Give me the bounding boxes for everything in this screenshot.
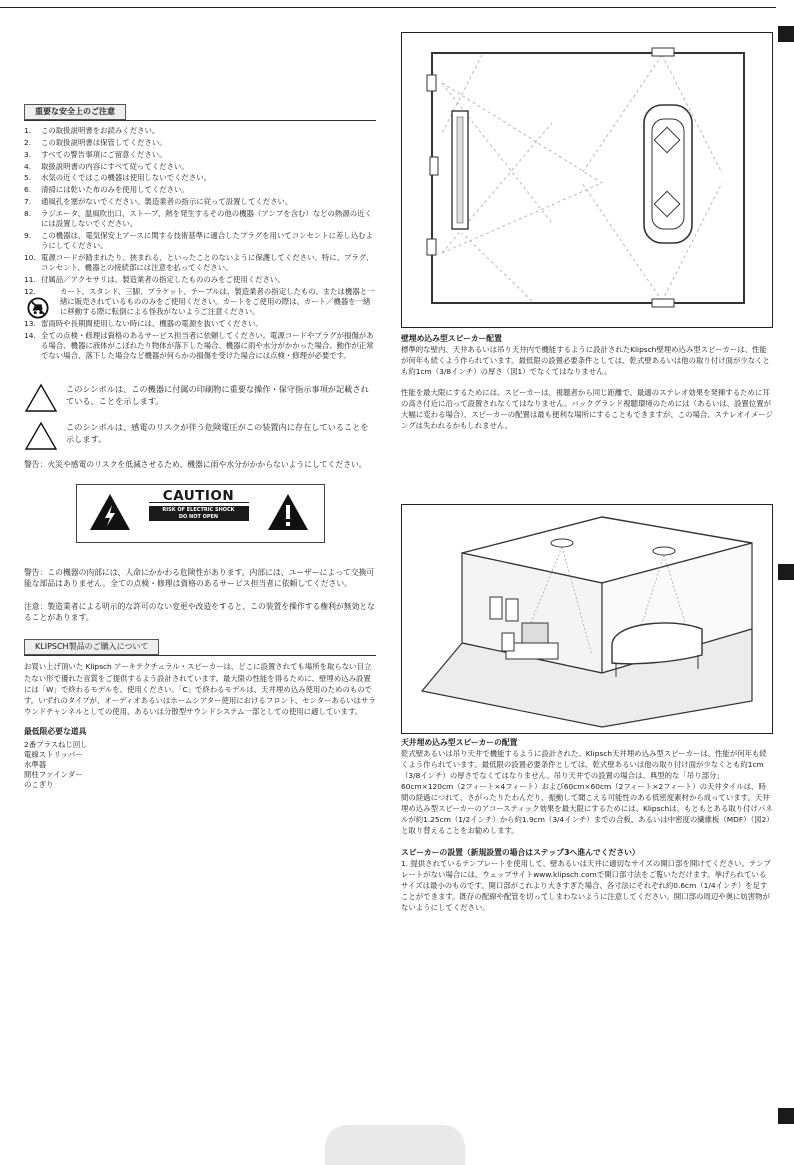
in-ceiling-text: 乾式壁あるいは吊り天井で機能するように設計された、Klipsch天井埋め込み型スピーカーは、性能が何年も続くよう作られています。最低限の設置必要条件としては、乾式壁あるいは他の取り付け面が少なくとも約1cm（3/8インチ）の厚さでなくてはなりません。吊り天井での設置の場合は、典型的な「吊り部分」60cm×120cm（2フィート×4フィート）および60cm×60cm（2フィート×2フィート）の天井タイルは、時間の経過につれて、さがったりたわんだり、振動して聞こえる可能性のある低密度素材から成っています。天井埋め込み型スピーカーのアコースティック効果を最大限にするためには、Klipschは、もともとある取り付けパネルが約1.25cm（1/2インチ）から約1.9cm（3/4インチ）までの合板、あるいは中密度の繊維板（MDF）（図2）と取り替えることをお勧めします。 bbox=[401, 749, 773, 836]
page-number-tab bbox=[325, 1125, 465, 1165]
left-column bbox=[24, 104, 376, 791]
exclamation-triangle-icon bbox=[267, 493, 309, 531]
room-illustration bbox=[402, 505, 772, 733]
warning-triangle-icon bbox=[24, 421, 58, 451]
list-item: 9. この機器は、電気保安上アースに関する技術基準に適合したプラグを用いてコンセントに差し込むようにしてください。 bbox=[24, 230, 373, 250]
list-item: 水準器 bbox=[24, 760, 47, 770]
list-item: 5. 水気の近くではこの機器は使用しないでください。 bbox=[24, 173, 211, 183]
purchase-section bbox=[24, 639, 376, 790]
edge-marker bbox=[778, 564, 794, 580]
list-item: 8. ラジエータ、温風吹出口、ストーブ、熱を発生するその他の機器（アンプを含む）などの熱源の近くには設置しないでください。 bbox=[24, 208, 372, 228]
in-wall-text2: 性能を最大限にするためには、スピーカーは、視聴者から同じ距離で、最適のステレオ効果を発揮するために耳の高さ付近に沿って設置されなくてはなりません。バックグランド視聴環境のためには（あるいは、設置位置が大幅に変わる場合）、スピーカーの配置は最も便利な場所にすることもできますが、この場合、ステレオイメージングは失われるかもしれません。 bbox=[401, 388, 773, 431]
in-wall-text1: 標準的な壁内、天井あるいは吊り天井内で機能するように設計されたKlipsch壁埋め込み型スピーカーは、性能が何年も続くよう作られています。最低限の設置必要条件としては、乾式壁あるいは他の取り付け面が少なくとも約1cm（3/8インチ）の厚さ（図1）でなくてはなりません。 bbox=[401, 345, 770, 377]
fire-warning: 警告：火災や感電のリスクを低減させるため、機器に雨や水分がかからないようにしてください。 bbox=[24, 460, 367, 470]
list-item: 11. 付属品／アクセサリは、製造業者の指定したもののみをご使用ください。 bbox=[24, 274, 285, 284]
safety-section bbox=[24, 104, 376, 361]
list-item: 14. 全ての点検・修理は資格のあるサービス担当者に依頼してください。電源コードやプラグが損傷がある場合、機器に液体がこぼれたり物体が落下した場合、機器に雨や水分がかかった場合、動作が正常でない場合、落下した場合など機器が何らかの損傷を受けた場合には点検・修理が必要です。 bbox=[24, 330, 374, 360]
list-item: 2番プラスねじ回し bbox=[24, 739, 88, 749]
purchase-text: お買い上げ頂いた Klipsch アーキテクチュラル・スピーカーは、どこに設置されても場所を取らない目立たない形で優れた音質をご提供するよう設計されています。最大限の性能を得るために、壁埋め込み設置には「W」で終わるモデルを、使用ください。「C」で終わるモデルは、天井埋め込み使用のためのものです。いずれのタイプが、オーディオあるいはホームシアター使用におけるフロント、センターあるいはサラウンドチャンネルとしての使用、あるいは分散型サウンドシステム一部としての使用に適しています。 bbox=[24, 662, 376, 717]
voltage-warning: 警告：この機器の内部には、人命にかかわる危険性があります。内部には、ユーザーによって交換可能な部品はありません。全ての点検・修理は資格のあるサービス担当者に依頼してください。 bbox=[24, 568, 375, 589]
list-item: のこぎり bbox=[24, 780, 54, 790]
in-ceiling-title: 天井埋め込み型スピーカーの配置 bbox=[401, 738, 518, 747]
install-text: 1. 提供されているテンプレートを使用して、壁あるいは天井に適切なサイズの開口部を開けてください。テンプレートがない場合には、ウェップサイトwww.klipsch.comで開口部寸法をご覧いただけます。挙げられているサイズは最小のものです。開口部がこれより大きすぎた場合、各寸法にそれぞれ約0.6cm（1/4インチ）を足すことができます。既存の配線や配管を切ってしまわないように注意してください。開口部の周辺や奥に妨害物がないようにしてください。 bbox=[401, 859, 771, 913]
caution-label bbox=[76, 484, 325, 543]
list-item: 3. すべての警告事項にご留意ください。 bbox=[24, 149, 167, 159]
figure-in-wall-floorplan bbox=[401, 32, 773, 328]
tools-title: 最低限必要な道具 bbox=[24, 727, 87, 737]
safety-title-rule bbox=[24, 120, 376, 121]
floorplan-illustration bbox=[402, 33, 772, 327]
lightning-triangle-icon bbox=[89, 493, 131, 531]
list-item: 1. この取扱説明書をお読みください。 bbox=[24, 126, 160, 136]
in-ceiling-section bbox=[401, 738, 773, 913]
caution-word: CAUTION bbox=[149, 491, 249, 503]
in-wall-section bbox=[401, 334, 773, 431]
list-item: 13. 雷雨時や長期間使用しない時には、機器の電源を抜いてください。 bbox=[24, 318, 263, 328]
warning-triangle-icon bbox=[24, 383, 58, 413]
install-title: スピーカーの設置（新規設置の場合はステップ3へ進んでください） bbox=[401, 848, 640, 858]
modification-note: 注意：製造業者による明示的な許可のない変更や改造をすると、この装置を操作する権利が無効となることがあります。 bbox=[24, 602, 375, 623]
safety-list bbox=[24, 126, 376, 361]
list-item: 電線ストリッパー bbox=[24, 749, 83, 759]
edge-marker bbox=[778, 26, 794, 42]
list-item: 4. 取扱説明書の内容にすべて従ってください。 bbox=[24, 161, 189, 171]
in-wall-title: 壁埋め込み型スピーカー配置 bbox=[401, 334, 502, 343]
purchase-title: KLIPSCH製品のご購入について bbox=[24, 639, 159, 655]
list-item: 2. この取扱説明書は保管してください。 bbox=[24, 138, 167, 147]
list-item: 10. 電源コードが踏まれたり、挟まれる、といったことのないように保護してください。特に、プラグ、コンセント、機器との接続部には注意を払ってください。 bbox=[24, 252, 374, 272]
header-rule bbox=[0, 7, 776, 8]
symbol-info-row bbox=[24, 383, 376, 413]
purchase-title-rule bbox=[24, 655, 376, 656]
tools-list bbox=[24, 740, 376, 791]
caution-center bbox=[149, 488, 249, 521]
list-item: 7. 通風孔を塞がないでください。製造業者の指示に従って設置してください。 bbox=[24, 196, 293, 206]
symbol-voltage-text: このシンボルは、感電のリスクが伴う危険電圧がこの装置内に存在していることを示します。 bbox=[66, 422, 369, 445]
list-item: 6. 清掃には乾いた布のみを使用してください。 bbox=[24, 185, 189, 195]
no-cart-tipping-icon bbox=[27, 297, 49, 319]
list-item: 間柱ファインダー bbox=[24, 770, 83, 780]
caution-subtext: RISK OF ELECTRIC SHOCK DO NOT OPEN bbox=[149, 506, 249, 521]
edge-marker bbox=[778, 1108, 794, 1124]
safety-title: 重要な安全上のご注意 bbox=[24, 104, 126, 120]
symbol-info-text: このシンボルは、この機器に付属の印刷物に重要な操作・保守指示事項が記載されている、ことを示します。 bbox=[66, 384, 369, 407]
figure-in-ceiling-room bbox=[401, 504, 773, 734]
list-item: 12. カート、スタンド、三脚、ブラケット、テーブルは、製造業者の指定したもの、または機器と一緒に販売されているもののみをご使用ください。カートをご使用の際は、カート／機器を一緒に移動する際に転倒による怪我がないようご注意ください。 bbox=[24, 287, 376, 318]
symbol-voltage-row bbox=[24, 421, 376, 451]
